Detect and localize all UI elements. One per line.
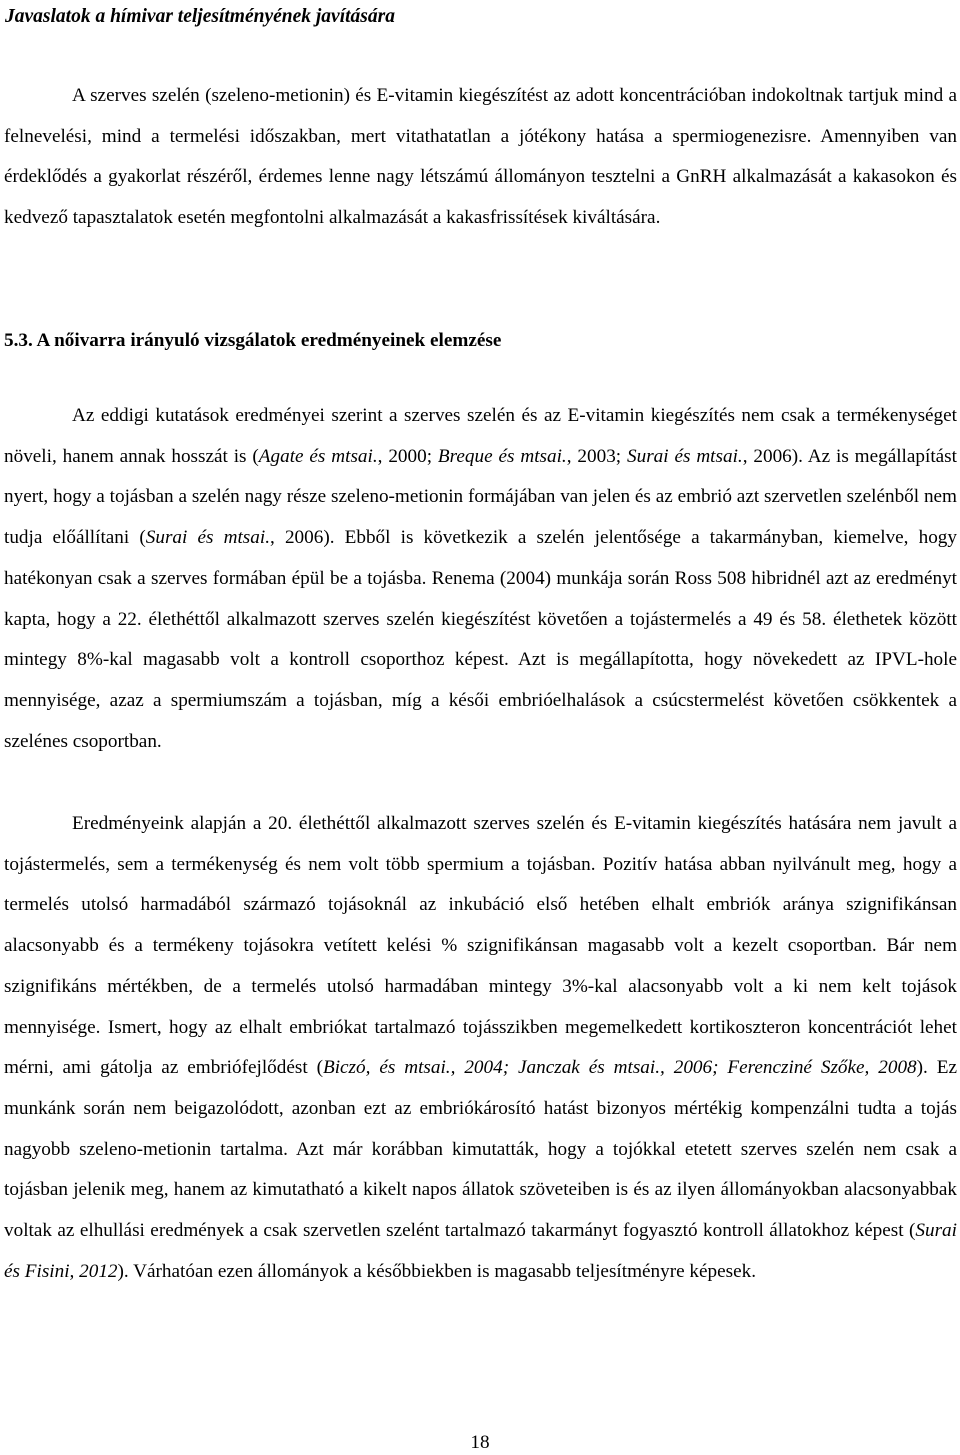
paragraph-text: ). Várhatóan ezen állományok a későbbiekben is magasabb teljesítményre képesek. (117, 1260, 757, 1282)
citation-text: Surai és mtsai. (145, 527, 270, 549)
paragraph-text: Az eddigi kutatások eredményei szerint a szerves szelén és az E-vitamin kiegészítés nem csak a termékenységet növeli, hanem annak hosszát is ( (4, 405, 957, 467)
citation-text: Biczó, és mtsai., 2004; Janczak és mtsai., 2006; Ferencziné Szőke, 2008 (322, 1057, 917, 1079)
paragraph-literature-review (4, 396, 957, 762)
page-number: 18 (470, 1432, 490, 1453)
paragraph-text: A szerves szelén (szeleno-metionin) és E-vitamin kiegészítést az adott koncentrációban indokoltnak tartjuk mind a felnevelési, mind a termelési időszakban, mert vitathatatlan a jótékony hatása a spermiogenezisre. Amennyiben van érdeklődés a gyakorlat részéről, érdemes lenne nagy létszámú állományon tesztelni a GnRH alkalmazását a kakasokon és kedvező tapasztalatok esetén megfontolni alkalmazását a kakasfrissítések kiváltására. (4, 85, 957, 229)
paragraph-text: , 2006). Ebből is következik a szelén jelentősége a takarmányban, kiemelve, hogy hatékonyan csak a szerves formában épül be a tojásba. Renema (2004) munkája során Ross 508 hibridnél azt az eredményt kapta, hogy a 22. élethéttől alkalmazott szerves szelén kiegészítést követően a tojástermelés a 49 és 58. élethetek között mintegy 8%-kal magasabb volt a kontroll csoporthoz képest. Azt is megállapította, hogy növekedett az IPVL-hole mennyisége, azaz a spermiumszám a tojásban, míg a késői embrióelhalások a csúcstermelést követően csökkentek a szelénes csoportban. (4, 527, 957, 752)
paragraph-text: Eredményeink alapján a 20. élethéttől alkalmazott szerves szelén és E-vitamin kiegészítés hatására nem javult a tojástermelés, sem a termékenység és nem volt több spermium a tojásban. Pozitív hatása abban nyilvánult meg, hogy a termelés utolsó harmadából származó tojásoknál az inkubáció első hetében elhalt embriók aránya szignifikánsan alacsonyabb és a termékeny tojásokra vetített kelési % szignifikánsan magasabb volt a kezelt csoportban. Bár nem szignifikáns mértékben, de a termelés utolsó harmadában mintegy 3%-kal alacsonyabb volt a ki nem kelt tojások mennyisége. Ismert, hogy az elhalt embriókat tartalmazó tojásszikben megemelkedett kortikoszteron koncentrációt lehet mérni, ami gátolja az embriófejlődést ( (4, 813, 957, 1079)
citation-text: Surai és mtsai. (627, 445, 743, 467)
paragraph-text: , 2006). Az is megállapítást nyert, hogy a tojásban a szelén nagy része szeleno-metionin formájában van jelen és az embrió azt szervetlen szelénből nem tudja előállítani ( (4, 445, 957, 549)
running-header-title: Javaslatok a hímivar teljesítményének javítására (5, 6, 395, 27)
paragraph-results-discussion (4, 804, 957, 1292)
citation-text: Surai és Fisini, 2012 (4, 1220, 957, 1282)
citation-text: Agate és mtsai. (258, 445, 378, 467)
paragraph-text: ). Ez munkánk során nem beigazolódott, azonban ezt az embriókárosító hatást bizonyos mértékig kompenzálni tudta a tojás nagyobb szeleno-metionin tartalma. Azt már korábban kimutatták, hogy a tojókkal etetett szerves szelén nem csak a tojásban jelenik meg, hanem az kimutatható a kikelt napos állatok szöveteiben is és az ilyen állományokban alacsonyabbak voltak az elhullási eredmények a csak szervetlen szelént tartalmazó takarmányt fogyasztó kontroll állatokhoz képest ( (4, 1057, 957, 1242)
paragraph-recommendation (4, 76, 957, 239)
paragraph-text: , 2000; (377, 445, 438, 467)
section-heading: 5.3. A nőivarra irányuló vizsgálatok eredményeinek elemzése (4, 330, 502, 351)
citation-text: Breque és mtsai. (437, 445, 567, 467)
paragraph-text: , 2003; (566, 445, 627, 467)
